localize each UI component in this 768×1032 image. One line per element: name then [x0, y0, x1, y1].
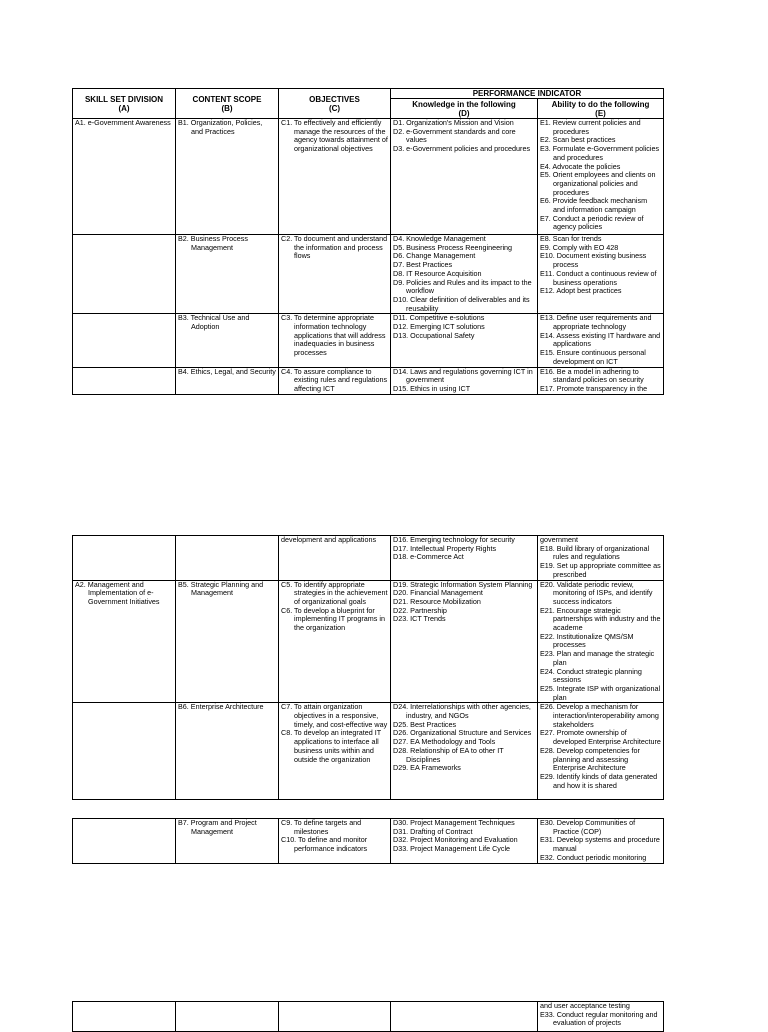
knowledge-cell	[391, 703, 538, 800]
cell-list	[540, 368, 661, 394]
ability-cell	[538, 119, 664, 235]
list-item: D18. e-Commerce Act	[393, 552, 464, 562]
list-item: D25. Best Practices	[393, 719, 457, 729]
list-item: E6. Provide feedback mechanism and information campaign	[540, 196, 648, 215]
list-item: D9. Policies and Rules and its impact to the workflow	[393, 277, 532, 296]
table-row	[73, 235, 664, 314]
content-scope-cell	[176, 1002, 279, 1032]
objectives-cell	[279, 119, 391, 235]
list-item: D24. Interrelationships with other agencies, industry, and NGOs	[393, 702, 531, 721]
header-objectives: OBJECTIVES (C)	[279, 89, 391, 119]
cell-list	[281, 314, 388, 358]
objectives-cell	[279, 536, 391, 581]
list-item: C9. To define targets and milestones	[281, 818, 362, 836]
knowledge-cell	[391, 580, 538, 703]
list-item: C2. To document and understand the information and process flows	[281, 234, 388, 261]
header-content-scope: CONTENT SCOPE (B)	[176, 89, 279, 119]
list-item: D8. IT Resource Acquisition	[393, 268, 482, 278]
list-item: D7. Best Practices	[393, 260, 453, 270]
list-item: D26. Organizational Structure and Services	[393, 728, 532, 738]
list-item: E20. Validate periodic review, monitoring of ISPs, and identify success indicators	[540, 580, 653, 606]
cell-list	[281, 581, 388, 633]
cell-list	[75, 119, 173, 128]
content-scope-cell	[176, 367, 279, 394]
list-item: D14. Laws and regulations governing ICT in government	[393, 367, 533, 385]
content-scope-cell	[176, 314, 279, 367]
table-row	[73, 536, 664, 581]
skill-set-cell	[73, 580, 176, 703]
list-item: D20. Financial Management	[393, 588, 483, 598]
table-row	[73, 580, 664, 703]
cell-list	[540, 314, 661, 366]
cell-list	[393, 536, 535, 562]
list-item: D15. Ethics in using ICT	[393, 383, 471, 393]
list-item: D23. ICT Trends	[393, 614, 446, 624]
content-scope-cell	[176, 819, 279, 864]
list-item: E27. Promote ownership of developed Enterprise Architecture	[540, 728, 661, 747]
table-row	[73, 1002, 664, 1032]
objectives-cell	[279, 314, 391, 367]
list-item: D2. e-Government standards and core values	[393, 126, 516, 145]
list-item: D16. Emerging technology for security	[393, 535, 515, 544]
skill-set-cell	[73, 314, 176, 367]
list-item: D10. Clear definition of deliverables and its reusability	[393, 294, 530, 313]
list-item: D21. Resource Mobilization	[393, 596, 481, 606]
list-item: E30. Develop Communities of Practice (COP)	[540, 818, 636, 836]
table-row	[73, 314, 664, 367]
skill-set-cell	[73, 235, 176, 314]
cell-list	[393, 581, 535, 625]
cell-list	[540, 581, 661, 703]
knowledge-cell	[391, 235, 538, 314]
list-item: C5. To identify appropriate strategies in the achievement of organizational goals	[281, 580, 388, 606]
cell-list	[393, 703, 535, 773]
list-item: B3. Technical Use and Adoption	[178, 313, 250, 332]
list-item: C10. To define and monitor performance indicators	[281, 835, 368, 854]
cell-list	[178, 119, 276, 136]
ability-cell	[538, 536, 664, 581]
list-item: D19. Strategic Information System Planning	[393, 580, 533, 589]
table-row	[73, 819, 664, 864]
competency-table-part-1	[72, 88, 664, 395]
list-item: E24. Conduct strategic planning sessions	[540, 666, 642, 685]
header-skill-set-division: SKILL SET DIVISION (A)	[73, 89, 176, 119]
header-knowledge: Knowledge in the following (D)	[391, 99, 538, 119]
list-item: C1. To effectively and efficiently manage the resources of the agency towards attainment of organizational objectives	[281, 118, 388, 154]
list-item: E28. Develop competencies for planning and assessing Enterprise Architecture	[540, 745, 640, 773]
cell-list	[178, 819, 276, 836]
objectives-cell	[279, 367, 391, 394]
list-item: D30. Project Management Techniques	[393, 818, 515, 827]
content-scope-cell	[176, 580, 279, 703]
list-item: C7. To attain organization objectives in a responsive, timely, and cost-effective way	[281, 702, 388, 729]
cell-list	[281, 235, 388, 261]
list-item: E13. Define user requirements and appropriate technology	[540, 313, 652, 332]
list-item: E22. Institutionalize QMS/SM processes	[540, 631, 634, 650]
list-item: D28. Relationship of EA to other IT Disciplines	[393, 745, 504, 764]
list-item: D22. Partnership	[393, 605, 447, 615]
list-item: E14. Assess existing IT hardware and applications	[540, 330, 661, 349]
list-item: C8. To develop an integrated IT applications to interface all business units within and outside the organization	[281, 728, 382, 764]
content-scope-cell	[176, 119, 279, 235]
cell-list	[178, 314, 276, 331]
list-item: E10. Document existing business process	[540, 251, 647, 270]
list-item: E9. Comply with EO 428	[540, 242, 619, 252]
cell-list	[178, 703, 276, 712]
list-item: development and applications	[281, 535, 377, 544]
cell-list	[178, 368, 276, 377]
list-item: D4. Knowledge Management	[393, 234, 486, 243]
knowledge-cell	[391, 367, 538, 394]
list-item: D27. EA Methodology and Tools	[393, 737, 496, 747]
ability-cell	[538, 819, 664, 864]
list-item: E5. Orient employees and clients on organizational policies and procedures	[540, 170, 656, 197]
ability-cell	[538, 235, 664, 314]
list-item: E12. Adopt best practices	[540, 286, 622, 296]
list-item: D12. Emerging ICT solutions	[393, 322, 485, 332]
list-item: C6. To develop a blueprint for implementing IT programs in the organization	[281, 605, 385, 633]
objectives-cell	[279, 819, 391, 864]
list-item: D31. Drafting of Contract	[393, 826, 473, 836]
list-item: A1. e-Government Awareness	[75, 118, 171, 127]
list-item: government	[540, 535, 578, 544]
cell-list	[393, 368, 535, 394]
knowledge-cell	[391, 819, 538, 864]
list-item: C3. To determine appropriate information technology applications that will address inadequacies in business processes	[281, 313, 386, 358]
list-item: B4. Ethics, Legal, and Security	[178, 367, 276, 376]
list-item: C4. To assure compliance to existing rules and regulations affecting ICT	[281, 367, 388, 393]
cell-list	[540, 819, 661, 863]
table-row	[73, 119, 664, 235]
list-item: D6. Change Management	[393, 251, 476, 261]
competency-table-part-2	[72, 535, 664, 800]
cell-list	[540, 119, 661, 232]
list-item: E23. Plan and manage the strategic plan	[540, 649, 655, 667]
list-item: and user acceptance testing	[540, 1001, 630, 1010]
list-item: E18. Build library of organizational rules and regulations	[540, 543, 650, 562]
header-ability: Ability to do the following (E)	[538, 99, 664, 119]
list-item: B6. Enterprise Architecture	[178, 702, 264, 712]
list-item: E3. Formulate e-Government policies and procedures	[540, 144, 660, 162]
list-item: E19. Set up appropriate committee as prescribed	[540, 561, 661, 579]
list-item: E2. Scan best practices	[540, 135, 616, 145]
cell-list	[75, 581, 173, 607]
cell-list	[178, 581, 276, 598]
cell-list	[281, 536, 388, 545]
table-row	[73, 367, 664, 394]
competency-table-part-3	[72, 818, 664, 864]
content-scope-cell	[176, 536, 279, 581]
ability-cell	[538, 367, 664, 394]
cell-list	[281, 819, 388, 854]
content-scope-cell	[176, 703, 279, 800]
cell-list	[393, 235, 535, 313]
list-item: D11. Competitive e-solutions	[393, 313, 485, 323]
list-item: D32. Project Monitoring and Evaluation	[393, 835, 518, 845]
list-item: E15. Ensure continuous personal development on ICT	[540, 348, 646, 366]
ability-cell	[538, 703, 664, 800]
objectives-cell	[279, 1002, 391, 1032]
objectives-cell	[279, 703, 391, 800]
ability-cell	[538, 580, 664, 703]
list-item: A2. Management and Implementation of e-Government Initiatives	[75, 580, 160, 606]
list-item: E32. Conduct periodic monitoring	[540, 852, 647, 862]
cell-list	[540, 536, 661, 580]
list-item: E4. Advocate the policies	[540, 161, 621, 171]
list-item: B7. Program and Project Management	[178, 818, 257, 836]
header-performance-indicator: PERFORMANCE INDICATOR	[391, 89, 664, 99]
list-item: E8. Scan for trends	[540, 234, 602, 243]
list-item: E11. Conduct a continuous review of business operations	[540, 268, 657, 287]
list-item: D13. Occupational Safety	[393, 330, 475, 340]
list-item: B5. Strategic Planning and Management	[178, 580, 264, 598]
ability-cell	[538, 314, 664, 367]
cell-list	[393, 314, 535, 340]
cell-list	[540, 235, 661, 296]
table-row	[73, 703, 664, 800]
list-item: E25. Integrate ISP with organizational plan	[540, 683, 661, 702]
cell-list	[540, 1002, 661, 1028]
cell-list	[178, 235, 276, 252]
knowledge-cell	[391, 536, 538, 581]
list-item: D5. Business Process Reengineering	[393, 242, 513, 252]
list-item: B2. Business Process Management	[178, 234, 248, 252]
list-item: E7. Conduct a periodic review of agency policies	[540, 213, 644, 232]
objectives-cell	[279, 580, 391, 703]
list-item: D1. Organization's Mission and Vision	[393, 118, 514, 127]
list-item: D29. EA Frameworks	[393, 763, 461, 773]
knowledge-cell	[391, 119, 538, 235]
competency-table-part-4	[72, 1001, 664, 1032]
list-item: E17. Promote transparency in the	[540, 383, 648, 393]
list-item: E26. Develop a mechanism for interaction/interoperability among stakeholders	[540, 702, 659, 729]
knowledge-cell	[391, 314, 538, 367]
content-scope-cell	[176, 235, 279, 314]
cell-list	[281, 119, 388, 154]
skill-set-cell	[73, 536, 176, 581]
list-item: E31. Develop systems and procedure manual	[540, 835, 660, 854]
list-item: D3. e-Government policies and procedures	[393, 144, 531, 154]
skill-set-cell	[73, 1002, 176, 1032]
cell-list	[281, 368, 388, 394]
skill-set-cell	[73, 819, 176, 864]
ability-cell	[538, 1002, 664, 1032]
skill-set-cell	[73, 703, 176, 800]
list-item: E1. Review current policies and procedures	[540, 118, 641, 136]
list-item: E21. Encourage strategic partnerships with industry and the academe	[540, 605, 661, 633]
objectives-cell	[279, 235, 391, 314]
cell-list	[281, 703, 388, 764]
list-item: E33. Conduct regular monitoring and evaluation of projects	[540, 1009, 658, 1028]
cell-list	[393, 119, 535, 154]
cell-list	[393, 819, 535, 854]
cell-list	[540, 703, 661, 790]
list-item: E16. Be a model in adhering to standard policies on security	[540, 367, 644, 385]
skill-set-cell	[73, 119, 176, 235]
list-item: D33. Project Management Life Cycle	[393, 844, 511, 854]
skill-set-cell	[73, 367, 176, 394]
knowledge-cell	[391, 1002, 538, 1032]
list-item: D17. Intellectual Property Rights	[393, 543, 497, 553]
list-item: E29. Identify kinds of data generated and how it is shared	[540, 771, 658, 790]
list-item: B1. Organization, Policies, and Practices	[178, 118, 263, 136]
